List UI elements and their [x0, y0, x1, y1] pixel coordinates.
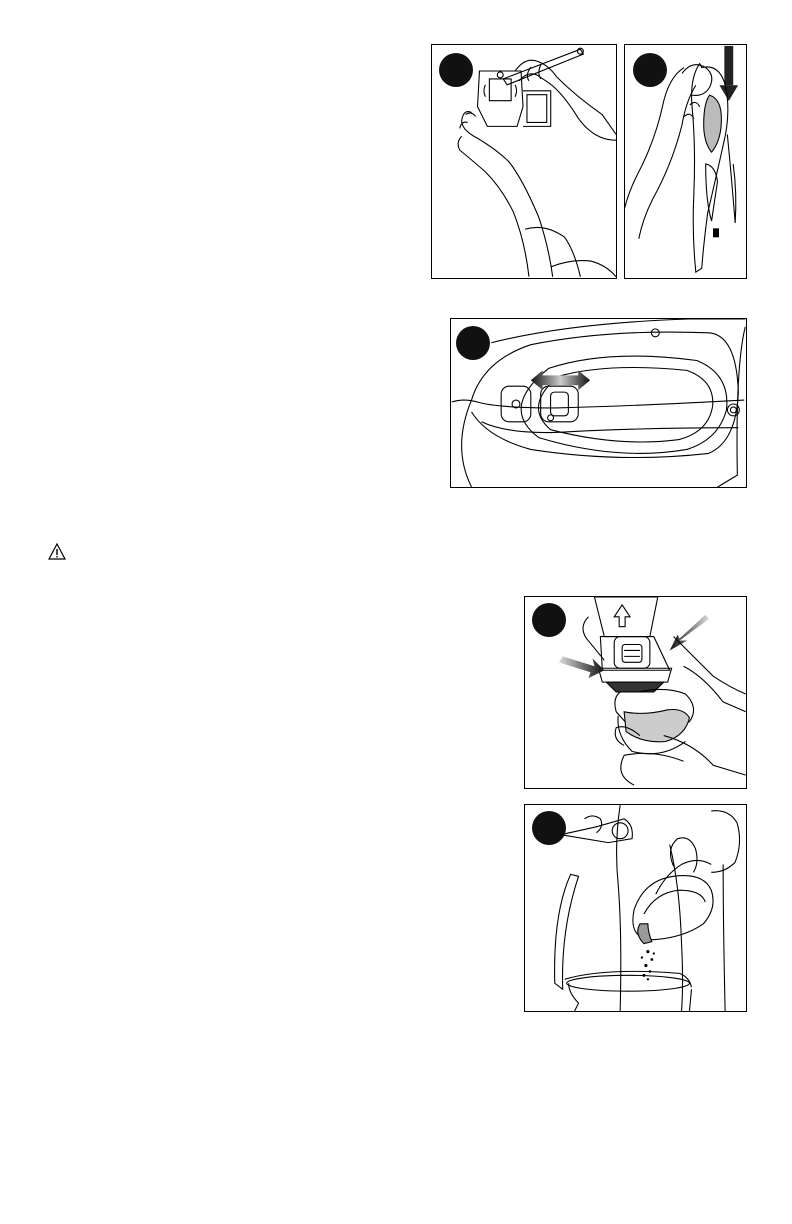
remove-bowl-illustration [525, 597, 746, 788]
figure-wall-mount [431, 44, 617, 279]
warning-triangle-icon [48, 543, 66, 560]
wall-mount-illustration [432, 45, 616, 278]
release-button-illustration [451, 319, 746, 487]
figure-empty-bowl [524, 804, 747, 1012]
figure-vacuum-mounted [624, 44, 747, 279]
empty-bowl-illustration [525, 805, 746, 1011]
figure-remove-bowl [524, 596, 747, 789]
vacuum-mount-illustration [625, 45, 746, 278]
figure-release-button [450, 318, 747, 488]
